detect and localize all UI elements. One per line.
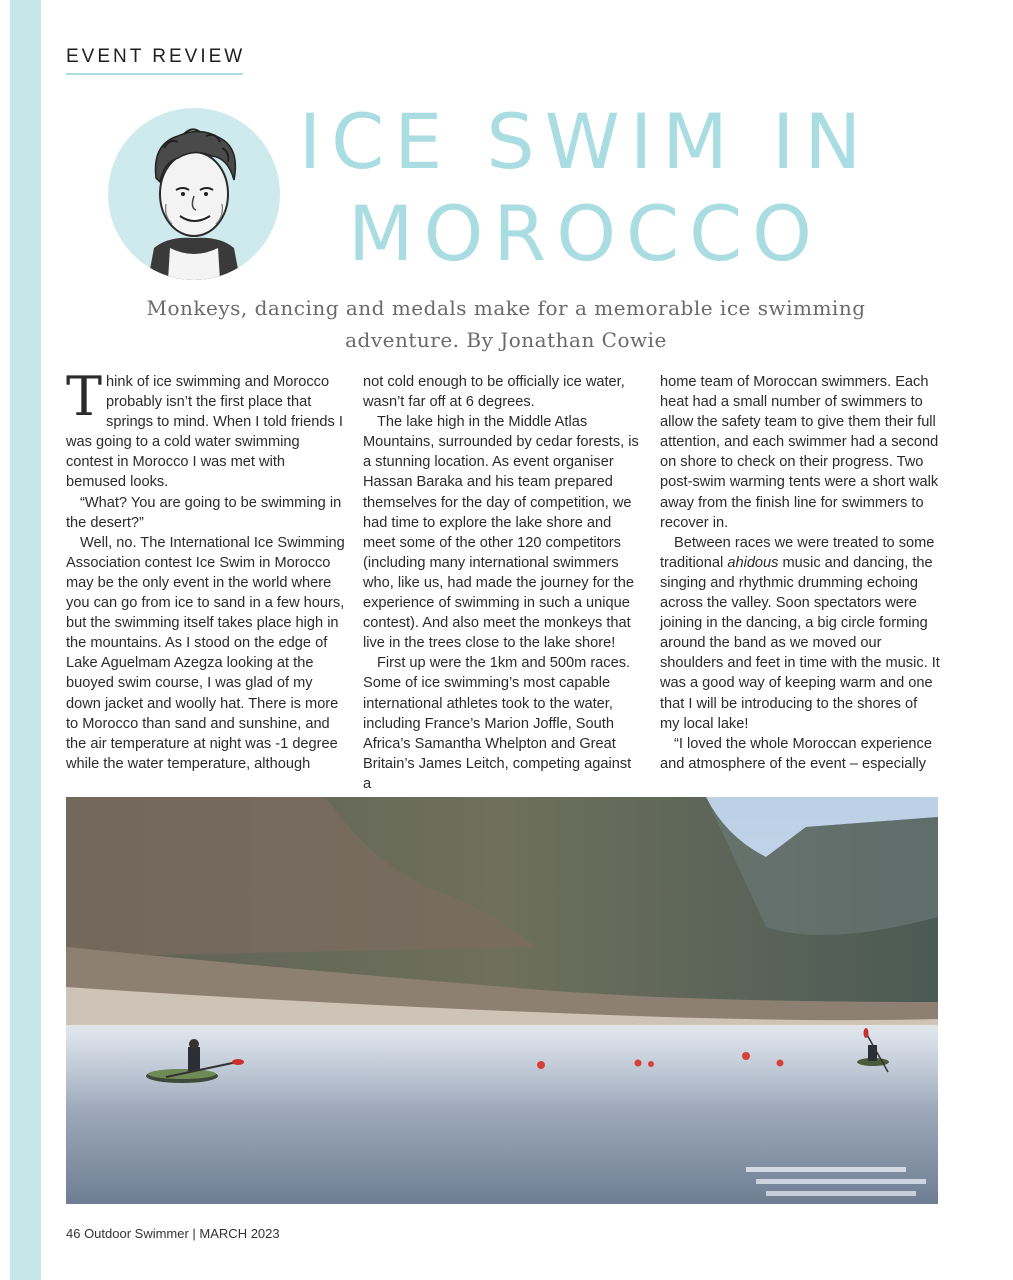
page-footer: 46 Outdoor Swimmer | MARCH 2023 [66, 1226, 280, 1241]
paragraph-text: music and dancing, the singing and rhythmic drumming echoing across the valley. Soon spectators were joining in the dancing, a big circle forming around the band as we moved our shoulders and feet in time with the music. It was a good way of keeping warm and one that I will be introducing to the shores of my local lake! [660, 554, 940, 732]
paragraph: “What? You are going to be swimming in the desert?” [66, 494, 342, 531]
title-line-2: MOROCCO [348, 189, 822, 278]
author-portrait-illustration [108, 108, 280, 280]
section-label: EVENT REVIEW [66, 46, 246, 67]
side-accent-strip [10, 0, 41, 1280]
text-column-3 [660, 372, 940, 774]
drop-cap: T [66, 365, 103, 428]
paragraph: The lake high in the Middle Atlas Mountains, surrounded by cedar forests, is a stunning location. As event organiser Hassan Baraka and his team prepared themselves for the day of competition, we had time to explore the lake shore and meet some of the other 120 competitors (including many international swimmers who, like us, had made the journey for the experience of swimming in such a unique contest). And also meet the monkeys that live in the trees close to the lake shore! [363, 414, 639, 652]
paragraph [660, 533, 940, 734]
paragraph: not cold enough to be officially ice water, wasn’t far off at 6 degrees. [363, 374, 625, 411]
paragraph: Well, no. The International Ice Swimming Association contest Ice Swim in Morocco may be the only event in the world where you can go from ice to sand in a few hours, but the swimming itself takes place high in the mountains. As I stood on the edge of Lake Aguelmam Azegza looking at the buoyed swim course, I was glad of my down jacket and woolly hat. There is more to Morocco than sand and sunshine, and the air temperature at night was -1 degree while the water temperature, although [66, 534, 345, 772]
paragraph [66, 365, 346, 493]
lake-photo-image [66, 797, 938, 1204]
italic-term: ahidous [727, 554, 779, 571]
lake-photo [66, 797, 938, 1204]
paragraph: “I loved the whole Moroccan experience and atmosphere of the event – especially [660, 735, 932, 772]
paragraph: First up were the 1km and 500m races. Some of ice swimming’s most capable international athletes took to the water, including France’s Marion Joffle, South Africa’s Samantha Whelpton and Great Britain’s James Leitch, competing against a [363, 655, 632, 792]
article-title [290, 96, 880, 280]
paragraph-text: Between races we were treated to some traditional [660, 534, 935, 571]
text-column-1 [66, 365, 346, 774]
section-underline [66, 73, 243, 75]
text-column-2 [363, 372, 643, 794]
paragraph: home team of Moroccan swimmers. Each heat had a small number of swimmers to allow the safety team to give them their full attention, and each swimmer had a second on shore to check on their progress. Two post-swim warming tents were a short walk away from the finish line for swimmers to recover in. [660, 374, 939, 531]
title-line-1: ICE SWIM IN [298, 97, 872, 186]
portrait-sketch-icon [108, 108, 280, 280]
standfirst: Monkeys, dancing and medals make for a memorable ice swimming adventure. By Jonathan Cowie [146, 296, 866, 352]
paragraph-text: hink of ice swimming and Morocco probably isn’t the first place that springs to mind. When I told friends I was going to a cold water swimming contest in Morocco I was met with bemused looks. [66, 374, 343, 491]
